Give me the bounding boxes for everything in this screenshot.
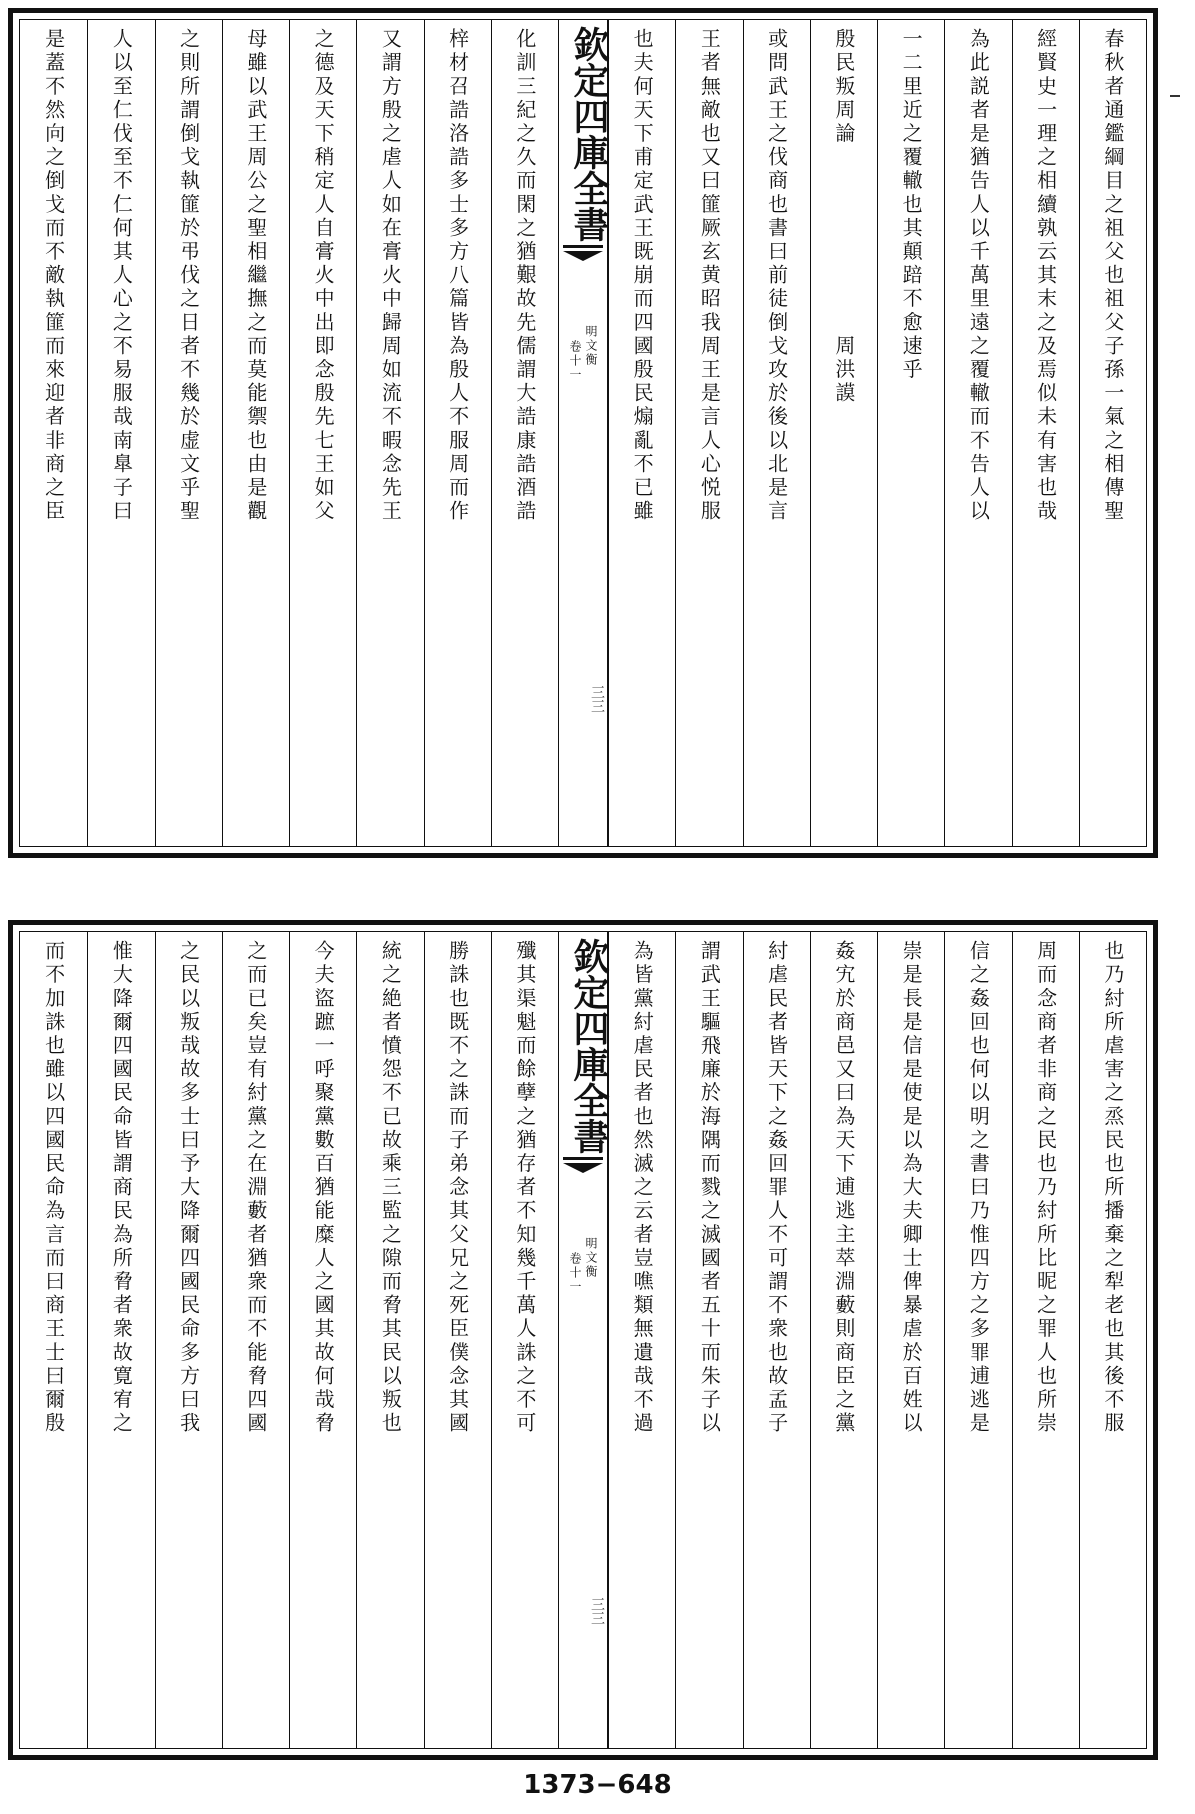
text-column <box>743 932 810 1748</box>
column-text: 姦宄於商邑又曰為天下逋逃主萃淵藪則商臣之黨 <box>831 940 856 1436</box>
text-column <box>222 932 289 1748</box>
page-spine <box>558 932 608 1748</box>
column-text: 也夫何天下甫定武王既崩而四國殷民煽亂不已雖 <box>630 28 655 524</box>
text-column <box>289 932 356 1748</box>
column-text: 母雖以武王周公之聖相繼撫之而莫能禦也由是觀 <box>243 28 268 524</box>
text-column <box>424 932 491 1748</box>
spine-title: 欽定四庫全書 <box>568 26 610 242</box>
column-text: 之民以叛哉故多士曰予大降爾四國民命多方曰我 <box>176 940 201 1436</box>
column-text: 殲其渠魁而餘孽之猶存者不知幾千萬人誅之不可 <box>512 940 537 1436</box>
text-column <box>491 932 558 1748</box>
text-column <box>155 932 222 1748</box>
column-text: 是蓋不然向之倒戈而不敵執篚而來迎者非商之臣 <box>41 28 66 524</box>
column-text: 紂虐民者皆天下之姦回罪人不可謂不衆也故孟子 <box>764 940 789 1436</box>
column-text: 人以至仁伐至不仁何其人心之不易服哉南臯子曰 <box>109 28 134 524</box>
text-column <box>810 932 877 1748</box>
column-text: 信之姦回也何以明之書曰乃惟四方之多罪逋逃是 <box>966 940 991 1436</box>
column-text: 而不加誅也雖以四國民命為言而曰商王士曰爾殷 <box>41 940 66 1436</box>
column-text: 春秋者通鑑綱目之祖父也祖父子孫一氣之相傳聖 <box>1100 28 1125 524</box>
column-text: 為皆黨紂虐民者也然滅之云者豈噍類無遺哉不過 <box>630 940 655 1436</box>
spine-page-number: 三三 <box>589 1597 605 1625</box>
text-column <box>1079 932 1146 1748</box>
text-column <box>1012 20 1079 846</box>
text-column <box>491 20 558 846</box>
text-column <box>608 932 675 1748</box>
column-text: 今夫盜蹠一呼聚黨數百猶能糜人之國其故何哉脅 <box>311 940 336 1436</box>
spine-page-number: 三三 <box>589 685 605 713</box>
column-text: 又謂方殷之虐人如在膏火中歸周如流不暇念先王 <box>378 28 403 524</box>
text-column <box>675 20 742 846</box>
text-column <box>877 20 944 846</box>
column-text: 殷民叛周論 周洪謨 <box>831 28 856 406</box>
column-text: 王者無敵也又曰篚厥玄黄昭我周王是言人心悦服 <box>697 28 722 524</box>
top-page <box>8 8 1158 858</box>
column-text: 一二里近之覆轍也其顛踣不愈速乎 <box>899 28 924 382</box>
top-page-frame <box>19 19 1147 847</box>
fish-tail-mark-icon <box>563 245 603 266</box>
spine-volume: 卷十一 <box>568 340 582 382</box>
text-column <box>944 20 1011 846</box>
spine-work-title: 明文衡 <box>584 1237 598 1279</box>
spine-volume: 卷十一 <box>568 1252 582 1294</box>
column-text: 也乃紂所虐害之烝民也所播棄之犁老也其後不服 <box>1100 940 1125 1436</box>
text-column <box>877 932 944 1748</box>
column-text: 之則所謂倒戈執篚於弔伐之日者不幾於虚文乎聖 <box>176 28 201 524</box>
column-text: 謂武王驅飛廉於海隅而戮之滅國者五十而朱子以 <box>697 940 722 1436</box>
column-text: 之德及天下稍定人自膏火中出即念殷先七王如父 <box>311 28 336 524</box>
text-column <box>356 932 423 1748</box>
text-column <box>356 20 423 846</box>
margin-mark <box>1170 95 1180 97</box>
page-reference: 1373−648 <box>523 1770 672 1800</box>
column-text: 崇是長是信是使是以為大夫卿士俾暴虐於百姓以 <box>899 940 924 1436</box>
column-text: 統之絶者憤怨不已故乘三監之隙而脅其民以叛也 <box>378 940 403 1436</box>
column-text: 經賢史一理之相續孰云其末之及焉似未有害也哉 <box>1033 28 1058 524</box>
text-column <box>289 20 356 846</box>
bottom-page-frame <box>19 931 1147 1749</box>
column-text: 梓材召誥洛誥多士多方八篇皆為殷人不服周而作 <box>445 28 470 524</box>
text-column <box>222 20 289 846</box>
column-text: 周而念商者非商之民也乃紂所比昵之罪人也所崇 <box>1033 940 1058 1436</box>
column-text: 化訓三紀之久而閑之猶艱故先儒謂大誥康誥酒誥 <box>512 28 537 524</box>
spine-title: 欽定四庫全書 <box>568 938 610 1154</box>
column-text: 惟大降爾四國民命皆謂商民為所脅者衆故寛宥之 <box>109 940 134 1436</box>
page-spine <box>558 20 608 846</box>
fish-tail-mark-icon <box>563 1157 603 1178</box>
column-text: 為此説者是猶告人以千萬里遠之覆轍而不告人以 <box>966 28 991 524</box>
text-column <box>743 20 810 846</box>
spine-work-title: 明文衡 <box>584 325 598 367</box>
bottom-page <box>8 920 1158 1760</box>
text-column <box>1012 932 1079 1748</box>
text-column <box>944 932 1011 1748</box>
text-column <box>1079 20 1146 846</box>
text-column <box>424 20 491 846</box>
text-column <box>608 20 675 846</box>
text-column <box>20 932 87 1748</box>
text-column <box>20 20 87 846</box>
text-column <box>87 932 154 1748</box>
text-column <box>87 20 154 846</box>
text-column <box>675 932 742 1748</box>
column-text: 之而已矣豈有紂黨之在淵藪者猶衆而不能脅四國 <box>243 940 268 1436</box>
column-text: 或問武王之伐商也書曰前徒倒戈攻於後以北是言 <box>764 28 789 524</box>
text-column <box>155 20 222 846</box>
text-column <box>810 20 877 846</box>
column-text: 勝誅也既不之誅而子弟念其父兄之死臣僕念其國 <box>445 940 470 1436</box>
